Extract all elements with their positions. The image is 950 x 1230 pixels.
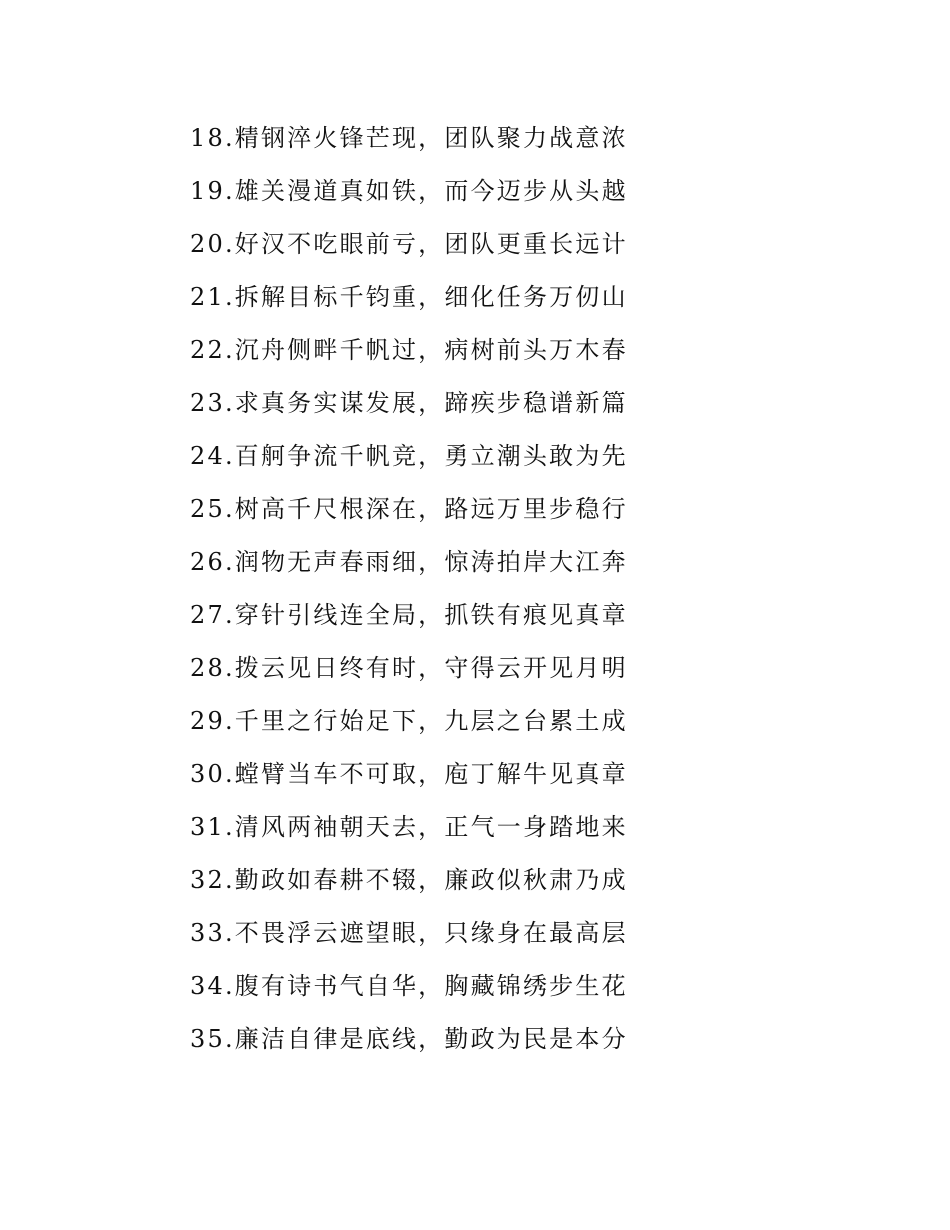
verse-line: 22.沉舟侧畔千帆过，病树前头万木春: [190, 336, 628, 364]
verse-line: 19.雄关漫道真如铁，而今迈步从头越: [190, 177, 628, 205]
verse-line: 34.腹有诗书气自华，胸藏锦绣步生花: [190, 972, 628, 1000]
verse-line: 23.求真务实谋发展，蹄疾步稳谱新篇: [190, 389, 628, 417]
verse-line: 31.清风两袖朝天去，正气一身踏地来: [190, 813, 628, 841]
verse-line: 25.树高千尺根深在，路远万里步稳行: [190, 495, 628, 523]
verse-line: 33.不畏浮云遮望眼，只缘身在最高层: [190, 919, 628, 947]
verse-line: 18.精钢淬火锋芒现，团队聚力战意浓: [190, 124, 628, 152]
verse-line: 32.勤政如春耕不辍，廉政似秋肃乃成: [190, 866, 628, 894]
verse-line: 35.廉洁自律是底线，勤政为民是本分: [190, 1025, 628, 1053]
verse-line: 24.百舸争流千帆竞，勇立潮头敢为先: [190, 442, 628, 470]
verse-line: 26.润物无声春雨细，惊涛拍岸大江奔: [190, 548, 628, 576]
verse-line: 21.拆解目标千钧重，细化任务万仞山: [190, 283, 628, 311]
verse-line: 27.穿针引线连全局，抓铁有痕见真章: [190, 601, 628, 629]
verse-line: 20.好汉不吃眼前亏，团队更重长远计: [190, 230, 628, 258]
verse-line: 29.千里之行始足下，九层之台累土成: [190, 707, 628, 735]
verse-line: 30.螳臂当车不可取，庖丁解牛见真章: [190, 760, 628, 788]
verse-line: 28.拨云见日终有时，守得云开见月明: [190, 654, 628, 682]
verse-list: [190, 116, 628, 1070]
